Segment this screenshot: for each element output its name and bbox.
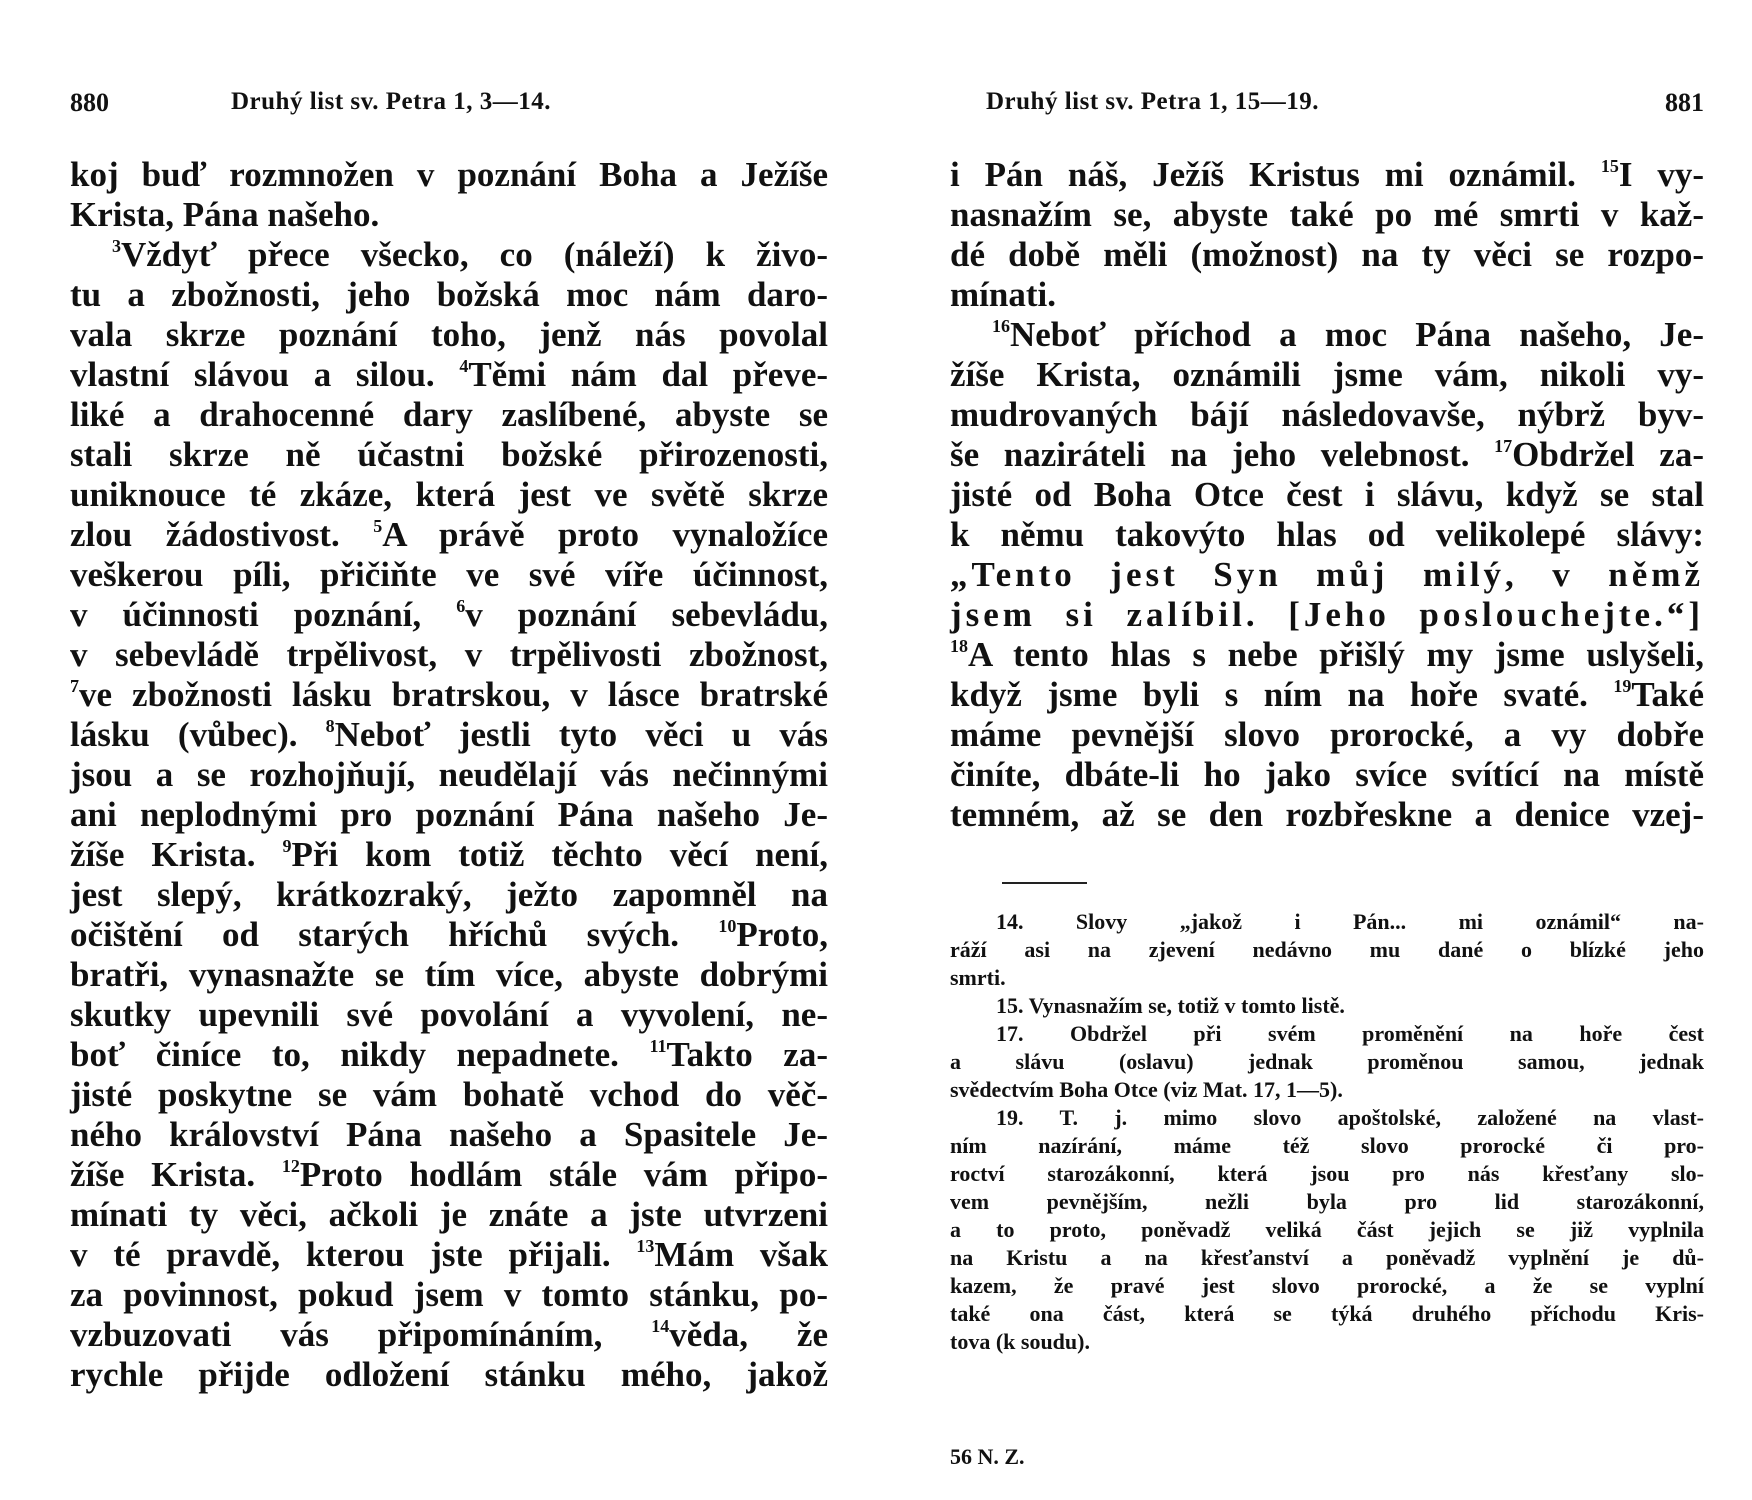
- left_page-line: [70, 155, 828, 195]
- verse-number: 10: [718, 916, 737, 936]
- left_page-line: [70, 1235, 828, 1275]
- line-text: ve zbožnosti lásku bratrskou, v lásce bratrské: [79, 675, 828, 714]
- line-text: skutky upevnili své povolání a vyvolení, ne-: [70, 995, 828, 1034]
- footnote-line: ním nazírání, máme též slovo prorocké či pro-: [950, 1133, 1704, 1158]
- left_page-line: [70, 755, 828, 795]
- line-text: když jsme byli s ním na hoře svaté.: [950, 675, 1588, 714]
- right_page-line: [950, 675, 1704, 715]
- footnote-line: vem pevnějším, nežli byla pro lid starozákonní,: [950, 1189, 1704, 1214]
- left_page-line: [70, 475, 828, 515]
- footnote-line: 17. Obdržel při svém proměnění na hoře čest: [996, 1021, 1704, 1046]
- verse-number: 11: [649, 1036, 667, 1056]
- left_page-line: [70, 1075, 828, 1115]
- right-page-number: 881: [1665, 88, 1704, 117]
- line-text: mínati.: [950, 275, 1056, 314]
- line-text: vzbuzovati vás připomínáním,: [70, 1315, 603, 1354]
- left_page-line: [70, 875, 828, 915]
- left_page-line: [70, 595, 828, 635]
- line-text: vala skrze poznání toho, jenž nás povolal: [70, 315, 828, 354]
- line-text: v účinnosti poznání,: [70, 595, 422, 634]
- line-text: v té pravdě, kterou jste přijali.: [70, 1235, 611, 1274]
- left_page-line: [70, 1315, 828, 1355]
- line-text: k němu takovýto hlas od velikolepé slávy:: [950, 515, 1704, 554]
- line-text: Takto za-: [666, 1035, 828, 1074]
- line-text: věda, že: [669, 1315, 828, 1354]
- footnote-line: a slávu (oslavu) jednak proměnou samou, jednak: [950, 1049, 1704, 1074]
- footnote-line: smrti.: [950, 965, 1006, 990]
- line-text: máme pevnější slovo prorocké, a vy dobře: [950, 715, 1704, 754]
- line-text: stali skrze ně účastni božské přirozenosti,: [70, 435, 828, 474]
- line-text: i Pán náš, Ježíš Kristus mi oznámil.: [950, 155, 1576, 194]
- verse-number: 16: [992, 316, 1010, 336]
- right-body-text: [950, 155, 1704, 835]
- line-text: v sebevládě trpělivost, v trpělivosti zbožnost,: [70, 635, 828, 674]
- footnotes: [950, 908, 1704, 1356]
- line-text: uniknouce té zkáze, která jest ve světě skrze: [70, 475, 828, 514]
- right_page-line: [950, 355, 1704, 395]
- left_page-line: [70, 555, 828, 595]
- left_page-line: [70, 635, 828, 675]
- left_page-line: [70, 435, 828, 475]
- left_page-line: [70, 1275, 828, 1315]
- right_page-line: [950, 715, 1704, 755]
- right_page-line: [950, 195, 1704, 235]
- right_page-line: [950, 555, 1704, 595]
- line-text: I vy-: [1618, 155, 1705, 194]
- verse-number: 9: [282, 836, 292, 856]
- line-text: v poznání sebevládu,: [465, 595, 829, 634]
- line-text: „Tento jest Syn můj milý, v němž: [950, 555, 1704, 594]
- right-running-header: [944, 88, 1704, 128]
- left-running-head: Druhý list sv. Petra 1, 3—14.: [231, 88, 552, 115]
- verse-number: 12: [281, 1156, 300, 1176]
- left_page-line: [70, 915, 828, 955]
- left_page-line: [70, 395, 828, 435]
- verse-number: 18: [950, 636, 968, 656]
- line-text: očištění od starých hříchů svých.: [70, 915, 680, 954]
- right-page: [876, 0, 1752, 1500]
- footnote-line: kazem, že pravé jest slovo prorocké, a že se vyplní: [950, 1273, 1704, 1298]
- line-text: vlastní slávou a silou.: [70, 355, 435, 394]
- line-text: Těmi nám dal převe-: [468, 355, 829, 394]
- footnote-line: 14. Slovy „jakož i Pán... mi oznámil“ na-: [996, 909, 1704, 934]
- verse-number: 3: [112, 236, 121, 256]
- right_page-line: [950, 315, 1704, 355]
- line-text: Proto,: [736, 915, 828, 954]
- line-text: činíte, dbáte-li ho jako svíce svítící na místě: [950, 755, 1704, 794]
- line-text: jsem si zalíbil. [Jeho poslouchejte.“]: [950, 595, 1704, 634]
- footnote-line: roctví starozákonní, která jsou pro nás křesťany slo-: [950, 1161, 1704, 1186]
- signature-mark: 56 N. Z.: [950, 1444, 1025, 1469]
- verse-number: 5: [373, 516, 383, 536]
- line-text: zlou žádostivost.: [70, 515, 340, 554]
- left_page-line: [70, 675, 828, 715]
- verse-number: 19: [1613, 676, 1632, 696]
- line-text: žíše Krista, oznámili jsme vám, nikoli vy-: [950, 355, 1704, 394]
- line-text: rychle přijde odložení stánku mého, jakož: [70, 1355, 828, 1394]
- line-text: lásku (vůbec).: [70, 715, 298, 754]
- line-text: za povinnost, pokud jsem v tomto stánku, po-: [70, 1275, 828, 1314]
- verse-number: 4: [459, 356, 469, 376]
- left_page-line: [70, 715, 828, 755]
- line-text: jest slepý, krátkozraký, ježto zapomněl na: [70, 875, 828, 914]
- footnote-line: na Kristu a na křesťanství a poněvadž vyplnění je dů-: [950, 1245, 1704, 1270]
- line-text: boť činíce to, nikdy nepadnete.: [70, 1035, 619, 1074]
- footnote-line: a to proto, poněvadž veliká část jejich se již vyplnila: [950, 1217, 1704, 1242]
- verse-number: 15: [1600, 156, 1619, 176]
- line-text: ného království Pána našeho a Spasitele Je-: [70, 1115, 828, 1154]
- verse-number: 8: [325, 716, 335, 736]
- left_page-line: [70, 1355, 828, 1395]
- left_page-line: [70, 195, 828, 235]
- line-text: žíše Krista.: [70, 1155, 256, 1194]
- line-text: žíše Krista.: [70, 835, 256, 874]
- line-text: Krista, Pána našeho.: [70, 195, 380, 234]
- line-text: A tento hlas s nebe přišlý my jsme uslyšeli,: [968, 635, 1704, 674]
- footnote-line: také ona část, která se týká druhého příchodu Kris-: [950, 1301, 1704, 1326]
- right_page-line: [950, 515, 1704, 555]
- left-running-header: [70, 88, 830, 128]
- right-running-head: Druhý list sv. Petra 1, 15—19.: [986, 88, 1320, 115]
- footnote-line: 19. T. j. mimo slovo apoštolské, založené na vlast-: [996, 1105, 1704, 1130]
- left_page-line: [70, 315, 828, 355]
- line-text: jisté od Boha Otce čest i slávu, když se stal: [950, 475, 1704, 514]
- left_page-line: [70, 515, 828, 555]
- footnote-line: tova (k soudu).: [950, 1329, 1090, 1354]
- left-body-text: [70, 155, 828, 1395]
- line-text: Neboť jestli tyto věci u vás: [334, 715, 828, 754]
- line-text: Také: [1631, 675, 1704, 714]
- line-text: mudrovaných bájí následovavše, nýbrž byv-: [950, 395, 1704, 434]
- left_page-line: [70, 1155, 828, 1195]
- left_page-line: [70, 835, 828, 875]
- right_page-line: [950, 435, 1704, 475]
- right_page-line: [950, 595, 1704, 635]
- left_page-line: [70, 1195, 828, 1235]
- line-text: liké a drahocenné dary zaslíbené, abyste se: [70, 395, 828, 434]
- left-page-number: 880: [70, 88, 109, 117]
- right_page-line: [950, 235, 1704, 275]
- left_page-line: [70, 1115, 828, 1155]
- right_page-line: [950, 755, 1704, 795]
- right_page-line: [950, 395, 1704, 435]
- left_page-line: [70, 955, 828, 995]
- footnote-line: 15. Vynasnažím se, totiž v tomto listě.: [996, 993, 1345, 1018]
- verse-number: 14: [651, 1316, 670, 1336]
- left_page-line: [70, 235, 828, 275]
- left_page-line: [70, 995, 828, 1035]
- line-text: bratři, vynasnažte se tím více, abyste dobrými: [70, 955, 828, 994]
- left_page-line: [70, 795, 828, 835]
- footnote-line: svědectvím Boha Otce (viz Mat. 17, 1—5).: [950, 1077, 1343, 1102]
- line-text: nasnažím se, abyste také po mé smrti v kaž-: [950, 195, 1704, 234]
- line-text: Mám však: [654, 1235, 829, 1274]
- verse-number: 17: [1494, 436, 1513, 456]
- verse-number: 7: [70, 676, 79, 696]
- line-text: jsou a se rozhojňují, neudělají vás nečinnými: [70, 755, 828, 794]
- verse-number: 13: [636, 1236, 655, 1256]
- line-text: A právě proto vynaložíce: [382, 515, 829, 554]
- right_page-line: [950, 275, 1704, 315]
- line-text: Neboť příchod a moc Pána našeho, Je-: [1010, 315, 1704, 354]
- line-text: tu a zbožnosti, jeho božská moc nám daro-: [70, 275, 828, 314]
- line-text: temném, až se den rozbřeskne a denice vzej-: [950, 795, 1704, 834]
- line-text: koj buď rozmnožen v poznání Boha a Ježíše: [70, 155, 828, 194]
- line-text: mínati ty věci, ačkoli je znáte a jste utvrzeni: [70, 1195, 828, 1234]
- line-text: ani neplodnými pro poznání Pána našeho Je-: [70, 795, 828, 834]
- line-text: Při kom totiž těchto věcí není,: [291, 835, 829, 874]
- right_page-line: [950, 635, 1704, 675]
- line-text: jisté poskytne se vám bohatě vchod do věč-: [70, 1075, 828, 1114]
- line-text: veškerou píli, přičiňte ve své víře účinnost,: [70, 555, 828, 594]
- left_page-line: [70, 1035, 828, 1075]
- right_page-line: [950, 795, 1704, 835]
- line-text: Vždyť přece všecko, co (náleží) k živo-: [121, 235, 828, 274]
- line-text: Obdržel za-: [1512, 435, 1704, 474]
- line-text: še naziráteli na jeho velebnost.: [950, 435, 1470, 474]
- right_page-line: [950, 475, 1704, 515]
- left_page-line: [70, 275, 828, 315]
- footnote-divider: [1002, 882, 1087, 884]
- line-text: dé době měli (možnost) na ty věci se rozpo-: [950, 235, 1704, 274]
- footnote-line: ráží asi na zjevení nedávno mu dané o blízké jeho: [950, 937, 1704, 962]
- line-text: Proto hodlám stále vám připo-: [299, 1155, 828, 1194]
- right_page-line: [950, 155, 1704, 195]
- verse-number: 6: [456, 596, 466, 616]
- left_page-line: [70, 355, 828, 395]
